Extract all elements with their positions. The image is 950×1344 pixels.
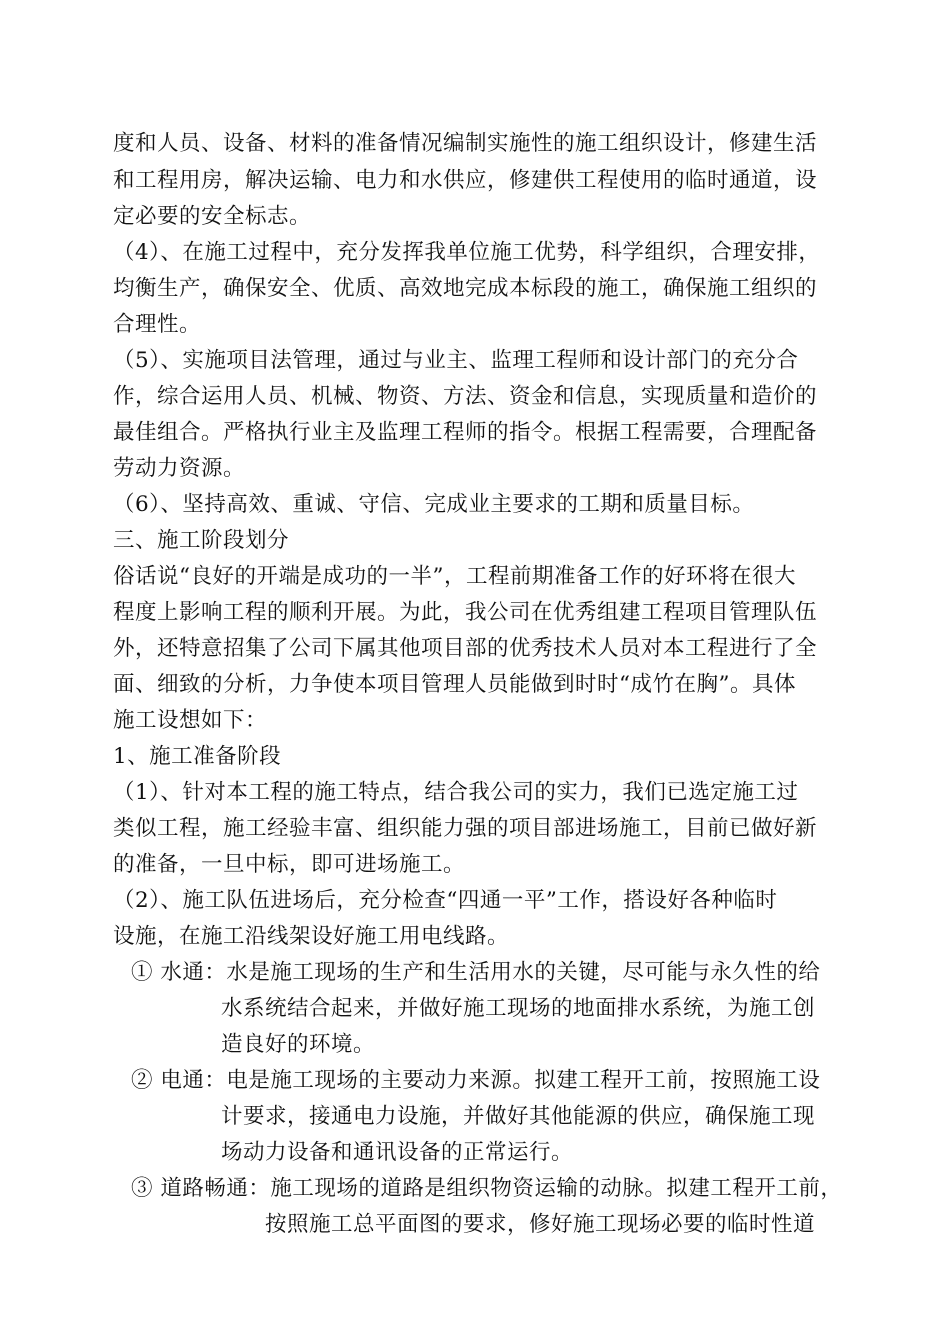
- text-line: 施工设想如下：: [113, 708, 268, 733]
- text-line: 最佳组合。严格执行业主及监理工程师的指令。根据工程需要，合理配备: [113, 420, 818, 445]
- list-item-line: 水系统结合起来，并做好施工现场的地面排水系统，为施工创: [221, 996, 816, 1021]
- list-item-line: 计要求，接通电力设施，并做好其他能源的供应，确保施工现: [221, 1104, 816, 1129]
- text-line: （4）、在施工过程中，充分发挥我单位施工优势，科学组织，合理安排，: [113, 240, 821, 265]
- text-line: 类似工程，施工经验丰富、组织能力强的项目部进场施工，目前已做好新: [113, 816, 818, 841]
- text-line: 合理性。: [113, 312, 202, 337]
- list-item-line: 场动力设备和通讯设备的正常运行。: [221, 1140, 574, 1165]
- text-line: 定必要的安全标志。: [113, 204, 312, 229]
- text-line: （2）、施工队伍进场后，充分检查“四通一平”工作，搭设好各种临时: [113, 888, 778, 913]
- subsection-heading: 1、施工准备阶段: [113, 744, 282, 769]
- text-line: 和工程用房，解决运输、电力和水供应，修建供工程使用的临时通道，设: [113, 168, 818, 193]
- text-line: 作，综合运用人员、机械、物资、方法、资金和信息，实现质量和造价的: [113, 384, 818, 409]
- text-line: 设施，在施工沿线架设好施工用电线路。: [113, 924, 510, 949]
- list-item-line: ③ 道路畅通：施工现场的道路是组织物资运输的动脉。拟建工程开工前，: [131, 1176, 843, 1201]
- text-line: 俗话说“良好的开端是成功的一半”，工程前期准备工作的好环将在很大: [113, 564, 796, 589]
- list-item-line: 造良好的环境。: [221, 1032, 376, 1057]
- list-item-line: 按照施工总平面图的要求，修好施工现场必要的临时性道: [265, 1212, 816, 1237]
- text-line: （1）、针对本工程的施工特点，结合我公司的实力，我们已选定施工过: [113, 780, 799, 805]
- text-line: 程度上影响工程的顺利开展。为此，我公司在优秀组建工程项目管理队伍: [113, 600, 818, 625]
- text-line: 劳动力资源。: [113, 456, 246, 481]
- list-item-line: ① 水通：水是施工现场的生产和生活用水的关键，尽可能与永久性的给: [131, 960, 821, 985]
- text-line: （5）、实施项目法管理，通过与业主、监理工程师和设计部门的充分合: [113, 348, 799, 373]
- text-line: 度和人员、设备、材料的准备情况编制实施性的施工组织设计，修建生活: [113, 131, 818, 156]
- text-line: （6）、坚持高效、重诚、守信、完成业主要求的工期和质量目标。: [113, 492, 755, 517]
- section-heading: 三、施工阶段划分: [113, 528, 290, 553]
- text-line: 外，还特意招集了公司下属其他项目部的优秀技术人员对本工程进行了全: [113, 636, 818, 661]
- text-line: 均衡生产，确保安全、优质、高效地完成本标段的施工，确保施工组织的: [113, 276, 818, 301]
- text-line: 的准备，一旦中标，即可进场施工。: [113, 852, 466, 877]
- text-line: 面、细致的分析，力争使本项目管理人员能做到时时“成竹在胸”。具体: [113, 672, 796, 697]
- list-item-line: ② 电通：电是施工现场的主要动力来源。拟建工程开工前，按照施工设: [131, 1068, 821, 1093]
